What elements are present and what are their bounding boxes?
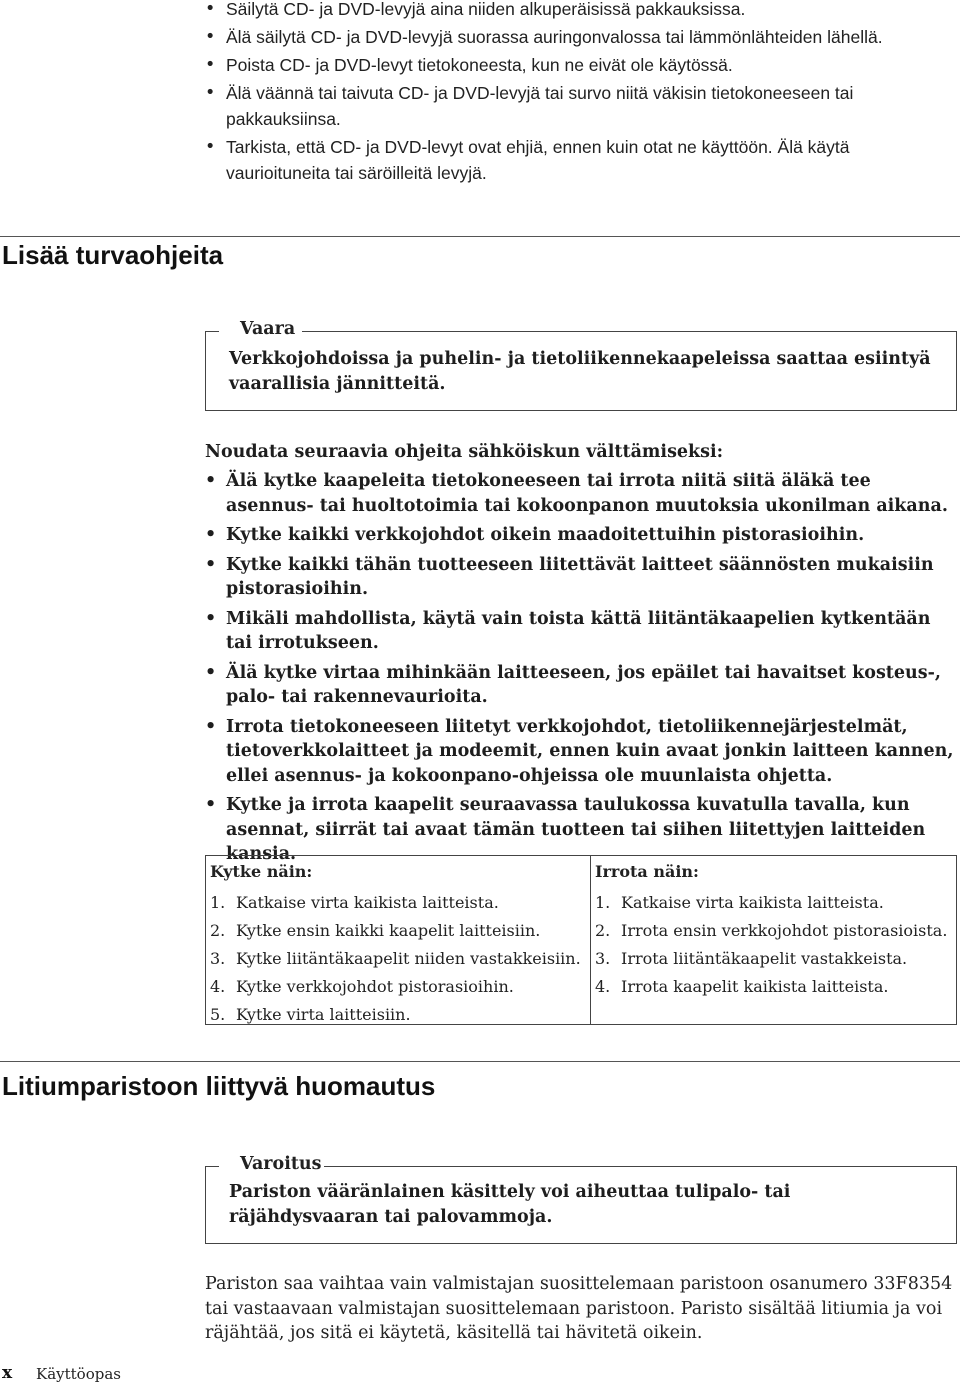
disconnect-column [591,856,956,1024]
list-item: • Kytke kaikki verkkojohdot oikein maadoitettuihin pistorasioihin. [205,523,957,548]
caution-notice [205,1154,957,1244]
cable-steps-table [205,855,957,1025]
danger-title: Vaara [240,319,296,339]
caution-text: Pariston vääränlainen käsittely voi aiheuttaa tulipalo- tai räjähdysvaaran tai palovammoja. [229,1182,791,1227]
disconnect-header: Irrota näin: [595,862,699,881]
table-row: 4. Kytke verkkojohdot pistorasioihin. [210,977,514,996]
danger-text: Verkkojohdoissa ja puhelin- ja tietoliikennekaapeleissa saattaa esiintyä vaarallisia jännitteitä. [229,349,931,394]
list-item: • Älä säilytä CD- ja DVD-levyjä suorassa auringonvalossa tai lämmönlähteiden lähellä. [205,24,957,50]
shock-bullet-list [205,469,957,872]
book-title: Käyttöopas [36,1365,121,1383]
battery-paragraph: Pariston saa vaihtaa vain valmistajan suosittelemaan paristoon osanumero 33F8354 tai vastaavaan valmistajan suosittelemaan paristoon. Paristo sisältää litiumia ja voi räjähtää, jos sitä ei käytetä, käsitellä tai hävitetä oikein. [205,1274,953,1343]
table-row: 3. Irrota liitäntäkaapelit vastakkeista. [595,949,908,968]
list-item: • Älä väännä tai taivuta CD- ja DVD-levyjä tai survo niitä väkisin tietokoneeseen tai pakkauksiinsa. [205,80,957,132]
shock-intro: Noudata seuraavia ohjeita sähköiskun välttämiseksi: [205,442,724,462]
table-row: 1. Katkaise virta kaikista laitteista. [210,893,499,912]
caution-title: Varoitus [240,1154,322,1174]
table-row: 2. Irrota ensin verkkojohdot pistorasioista. [595,921,948,940]
list-item: • Mikäli mahdollista, käytä vain toista kättä liitäntäkaapelien kytkentään tai irrotukseen. [205,607,957,656]
danger-notice [205,319,957,411]
list-item: • Älä kytke kaapeleita tietokoneeseen tai irrota niitä siitä äläkä tee asennus- tai huoltotoimia tai kokoonpanon muutoksia ukonilman aikana. [205,469,957,518]
list-item: • Säilytä CD- ja DVD-levyjä aina niiden alkuperäisissä pakkauksissa. [205,0,957,22]
table-row: 3. Kytke liitäntäkaapelit niiden vastakkeisiin. [210,949,581,968]
list-item: • Kytke kaikki tähän tuotteeseen liitettävät laitteet säännösten mukaisiin pistorasioihin. [205,553,957,602]
page-number: x [2,1363,13,1383]
table-row: 4. Irrota kaapelit kaikista laitteista. [595,977,889,996]
storage-bullet-list [205,0,957,188]
table-row: 2. Kytke ensin kaikki kaapelit laitteisiin. [210,921,541,940]
section-divider [0,236,960,237]
list-item: • Poista CD- ja DVD-levyt tietokoneesta, kun ne eivät ole käytössä. [205,52,957,78]
table-row: 5. Kytke virta laitteisiin. [210,1005,411,1024]
connect-header: Kytke näin: [210,862,313,881]
section-heading-battery: Litiumparistoon liittyvä huomautus [2,1071,436,1101]
list-item: • Tarkista, että CD- ja DVD-levyt ovat ehjiä, ennen kuin otat ne käyttöön. Älä käytä vaurioituneita tai säröilleitä levyjä. [205,134,957,186]
disconnect-steps [595,889,947,1001]
list-item: • Kytke ja irrota kaapelit seuraavassa taulukossa kuvatulla tavalla, kun asennat, siirrät tai avaat tämän tuotteen tai siihen liitettyjen laitteiden kansia. [205,793,957,867]
list-item: • Älä kytke virtaa mihinkään laitteeseen, jos epäilet tai havaitset kosteus-, palo- tai rakennevaurioita. [205,661,957,710]
connect-column [206,856,591,1024]
section-divider [0,1061,960,1062]
section-heading-safety: Lisää turvaohjeita [2,240,224,270]
connect-steps [210,889,581,1029]
table-row: 1. Katkaise virta kaikista laitteista. [595,893,884,912]
list-item: • Irrota tietokoneeseen liitetyt verkkojohdot, tietoliikennejärjestelmät, tietoverkkolaitteet ja modeemit, ennen kuin avaat jonkin laitteen kannen, ellei asennus- ja kokoonpano-ohjeissa ole muunlaista ohjetta. [205,715,957,789]
